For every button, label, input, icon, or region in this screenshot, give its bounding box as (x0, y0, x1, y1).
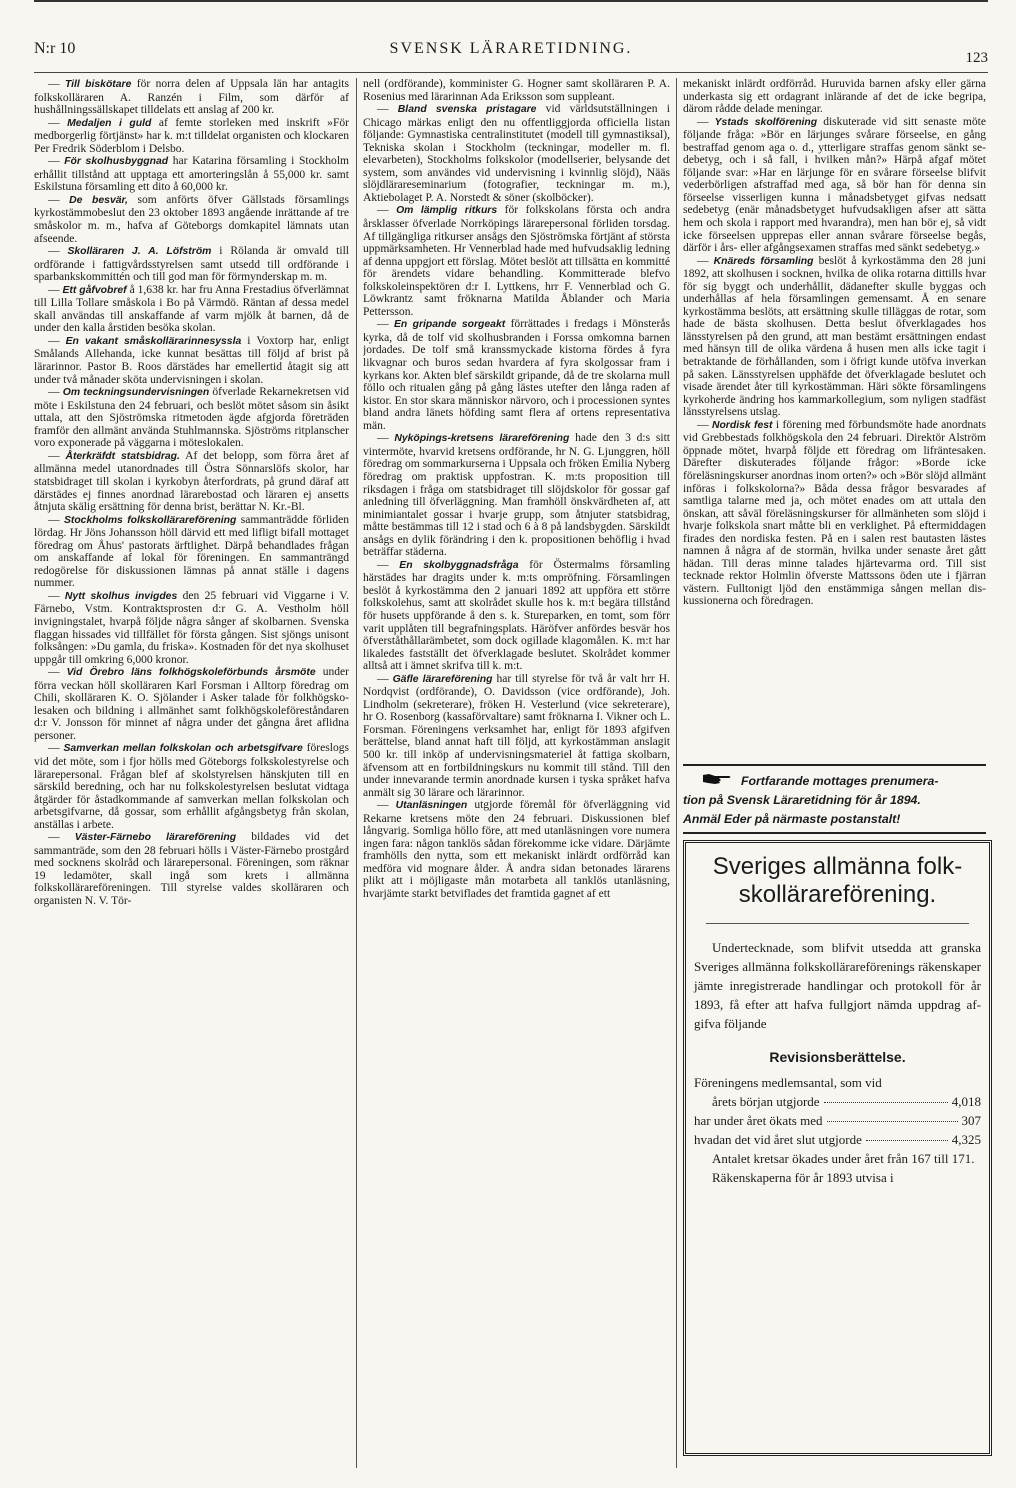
news-item-body: förrättades i fredags i Mönsterås kyrka, då de tolf vid skolhusbranden i Forssa omkomna barnen jordades. De tolf små kranssmyckade kistorna fördes å fyra likvagnar och buros sedan hvardera af fyra skolgossar fram i kyrkans kor. Akten blef särskildt gripande, då de tre skolarna mull föllo och ritualen gång på gång lästes utefter den långa raden af kistor. En stor skara människor närvoro, och i processionen syntes bland andra länets höfding samt flera af ortens representativa män. (363, 318, 670, 432)
news-item: — Om teckningsundervisningen öfverlade Rekarnekretsen vid möte i Eskilstuna den 24 februari, och beslöt mötet såsom sin åsikt uttala, att den Sjöströmska ritmetoden ägde afgjorda företräden framför den allmänt använda Stuhlmannska. Sjöströms ritplanscher voro exponerade på väggarna i möteslokalen. (34, 386, 349, 450)
leader-dots (866, 1140, 948, 1141)
news-item: — Knäreds församling beslöt å kyrkostämma den 28 juni 1892, att skolhusen i socknen, hvilka de olika rotarna dittills hvar för sig byggt och underhållit, dädanefter skulle byggas och underhållas af hela församlingen gemensamt. Å en senare kyrkostämma beslöts, att ersättning skulle tilläggas de rotar, som hade de bästa skolhusen. Detta beslut öfverklagades hos länsstyrelsen på den grund, att man bestämt ersättningen endast med hänsyn till de olika värdena å husen men alls icke tagit i betraktande de förhållanden, som i öfrigt kunde utöfva inverkan på saken. Länsstyrelsen upphäfde det öfverklagade beslutet och visade ärendet åter till kyrkostämman. Häri sökte församlingens kyrkoherde ändring hos kammarkollegium, som nyligen stadfäst länsstyrelsens utslag. (683, 254, 986, 419)
box-title-line-2: skollärareförening. (738, 881, 937, 908)
news-item-headline: Ystads skolförening (714, 116, 818, 128)
membership-stats (694, 1073, 981, 1187)
news-item-headline: Skolläraren J. A. Löfström (67, 246, 212, 258)
stats-row (694, 1073, 981, 1092)
news-item-headline: Till biskötare (64, 79, 132, 90)
news-item: — Skolläraren J. A. Löfström i Rölanda är omvald till ordförande i fattigvårdsstyrelsen samt utsedd till ordförande i sparbankskommittén och till god man för förmynderskap m. m. (34, 245, 349, 284)
news-item-headline: Utanläsningen (395, 800, 468, 812)
news-item-body: bildades vid det sammanträde, som den 28 februari hölls i Väster-Färnebo prostgård med socknens skolråd och lärarepersonal. Föreningen, som räknar 19 ledamöter, skall ingå som krets i allmänna folkskollärareföreningen. Till styrelse valdes skolläraren och organisten N. V. Tör- (34, 831, 349, 907)
news-item-headline: Om lämplig ritkurs (396, 205, 498, 217)
revision-heading: Revisionsberättelse. (769, 1049, 906, 1065)
news-item: — Gäfle lärareförening har till styrelse för två år valt hrr H. Nordqvist (ordförande), O. Davidsson (vice ordförande), Joh. Lindholm (sekreterare), fröken H. Vesterlund (vice sekreterare), hr O. Rosenborg (kassaförvaltare) samt fröknarna I. Vikner och L. Forsman. Föreningens verksamhet har, enligt för 1893 afgifven berättelse, bland annat haft till följd, att kyrkostämman anslagit 500 kr. till inköp af undervisningsmateriel åt fattiga skolbarn, äfvensom att en fortbildningskurs nu kommit till stånd. Till den under innevarande termin anordnade kursen i tyska språket hafva anmält sig 30 lärare och lärarinnor. (363, 672, 670, 799)
news-item (363, 78, 670, 103)
stats-value: 307 (961, 1113, 981, 1128)
news-item: — Väster-Färnebo lärareförening bildades vid det sammanträde, som den 28 februari hölls i Väster-Färnebo prostgård med socknens skolråd och lärarepersonal. Föreningen, som räknar 19 ledamöter, skall ingå som krets i allmänna folkskollärareföreningen. Till styrelse valdes skolläraren och organisten N. V. Tör- (34, 831, 349, 907)
news-item-headline: Väster-Färnebo lärareförening (74, 832, 237, 844)
news-item: — Stockholms folkskollärareförening sammanträdde förliden lördag. Hr Jöns Johansson höll därvid ett med lifligt bifall mottaget föredrag om Åhus' pastorats ärftlighet. Därpå behandlades frågan om anskaffande af lokal för föreningen. En sammanträngd redogörelse för diskussionen lämnas på annat ställe i dagens nummer. (34, 513, 349, 590)
stats-value: 4,325 (951, 1132, 981, 1147)
news-item: — En skolbyggnadsfråga för Östermalms församling härstädes har dragits under k. m:ts ompröfning. Församlingen beslöt å kyrkostämma den 2 januari 1892 att uppföra ett större folkskolehus, samt att skolrådet skulle hos k. m:t begära tillstånd för husets uppförande å den s. k. Stureparken, en tomt, som förr varit upplåten till begrafningsplats. Häröfver anfördes besvär hos öfverståthållarämbetet, som dock ogillade klagomålen. K. m:t har likaledes fastställt det öfverklagade beslutet. Skolrådet kommer alltså att i ämnet skrifva till k. m:t. (363, 558, 670, 673)
news-item-body: som anförts öfver Gällstads församlings kyrkostämmobeslut den 23 oktober 1893 angående inrättande af tre småskolor m. m., hafva af Göteborgs domkapitel lämnats utan afseende. (34, 193, 349, 245)
pointing-hand-icon (703, 772, 733, 791)
news-item: — Återkräfdt statsbidrag. Af det belopp, som förra året af allmänna medel utanordnades till Östra Sönnarslöfs skolor, har statsbidraget till skolan i kyrkobyn återfordrats, på grund däraf att därstädes ej finnes anordnad lärarebostad och läraren ej ansetts åtnjuta skälig ersättning för denna brist, berättar N. Kr.-Bl. (34, 449, 349, 514)
news-item: — En vakant småskollärarinnesyssla i Voxtorp har, enligt Smålands Allehanda, icke kunnat besättas till följd af brist på lärarinnor. Pastor B. Roos därstädes har emellertid åtagit sig att under två månader sköta undervisningen i skolan. (34, 334, 349, 386)
news-item: — Medaljen i guld af femte storleken med inskrift »För medborgerlig förtjänst» har k. m:t tilldelat organisten och klockaren Per Fredrik Söderblom i Delsbo. (34, 116, 349, 155)
news-item: — Utanläsningen utgjorde föremål för öfverläggning vid Rekarne kretsens möte den 24 februari. Diskussionen blef långvarig. Somliga höllo före, att med utanläsningen vore numera ingen fara: någon tanklös sådan förekomme icke vidare. Därjämte framhölls den nytta, som ett mekaniskt inlärdt ordförråd kan medföra vid mognare ålder. Å andra sidan betonades lärarens plikt att i möjligaste mån motarbeta all tanklös utanläsning, hvarjämte starkt betviflades det framtida gagnet af ett (363, 799, 670, 900)
news-item-body: hade den 3 d:s sitt vintermöte, hvarvid kretsens ordförande, hr N. G. Ljunggren, höll föredrag om sommarkurserna i Uppsala och fröken Emilia Nyberg föredrag om praktisk uppfostran. K. m:ts proposition till riksdagen i fråga om statsbidraget till slöjdskolor för gossar gaf anledning till öfverläggning. Man framhöll önskvärdheten af, att minimiantalet gossar i hvarje grupp, som åtnjuter statsbidrag, måtte bestämmas till 12 i stad och 6 à 8 på landsbygden. Särskildt ansågs en dylik förändring i den k. propositionen behöflig i hvad beträffar städerna. (363, 432, 670, 559)
news-item: — Samverkan mellan folkskolan och arbetsgifvare föreslogs vid det möte, som i fjor hölls med Göteborgs folkskolestyrelse och lärarepersonal. Frågan blef af skolstyrelsen hänskjuten till en särskild beredning, och har nu folkskolestyrelsen beslutat vidtaga åtgärder för åstadkommande af samverkan mellan folkskolan och arbetsgifvarne, då gossar, som erhållit afgångsbetyg från skolan, anställas i arbete. (34, 742, 349, 831)
stats-label: har under året ökats med (694, 1113, 823, 1128)
stats-label: Föreningens medlemsantal, som vid (694, 1075, 882, 1090)
page-header (34, 40, 988, 70)
news-item-body: för norra delen af Uppsala län har antagits folkskolläraren A. Ranzén i Film, som därför af hushållningssällskapet tilldelats ett anslag af 200 kr. (34, 78, 349, 117)
news-item-body: under förra veckan höll skolläraren Karl Forsman i Alltorp föredrag om Chili, skolläraren K. O. Sjölander i Asker talade för folkhögskolesaken och bildning i allmänhet samt folkhögskoleföreståndaren d:r V. Jonsson för minnet af några under det gångna året aflidna personer. (34, 666, 349, 742)
header-rule (34, 72, 988, 73)
news-item: — En gripande sorgeakt förrättades i fredags i Mönsterås kyrka, då de tolf vid skolhusbranden i Forssa omkomna barnen jordades. De tolf små kranssmyckade kistorna fördes å fyra likvagnar och buros sedan hvardera af fyra skolgossar fram i kyrkans kor. Akten blef särskildt gripande, då de tre skolarna mull föllo och ritualen gång på gång lästes utefter den långa raden af kistor. En stor skara människor närvoro, och i processionen syntes bland andra länets höfding samt flera af ortens representativa män. (363, 318, 670, 432)
news-item-headline: Återkräfdt statsbidrag. (65, 450, 180, 462)
news-item-body: af femte storleken med inskrift »För medborgerlig förtjänst» har k. m:t tilldelat organisten och klockaren Per Fredrik Söderblom i Delsbo. (34, 116, 349, 155)
news-item-body: i förening med förbundsmöte hade anordnats vid Grebbestads folkhögskola den 24 februari. Direktör Alström öppnade mötet, hvarpå följde ett föredrag om lifräntesaken. Därefter diskuterades följande frågor: »Borde icke föreläsningskurser anordnas inom orten?» och »Bör slöjd allmänt införas i folkskolorna?» Båda dessa frågor besvarades af samtliga talarne med ja, och mötet enades om att uttala den önskan, att såväl föreläsningskurser för allmänheten som slöjd i hvarje folkskola snart måtte bli en verklighet. På eftermiddagen firades den nordiska festen. På en i salen rest bautasten lästes namnen å några af de stormän, hvilka under senaste året gått hädan. Till deras minne talades hjärtevarma ord. Till sist tecknade rektor Holmlin öfverste Mattssons öden ute i fjärran västern. Fulltonigt ljöd den enstämmiga sången mellan diskussionerna och föredragen. (683, 418, 986, 608)
notice-rule-bottom (683, 832, 986, 834)
top-border-rule (34, 0, 988, 2)
stats-value: 4,018 (951, 1094, 981, 1109)
kretsar-paragraph: Antalet kretsar ökades under året från 167 till 171. (712, 1151, 975, 1166)
news-item-body: den 25 februari vid Viggarne i V. Färnebo, Vstm. Kontraktsprosten d:r G. A. Vestholm höll invigningstalet, hvarpå följde några sånger af skolbarnen. Svenska flaggan hissades vid tillfället för första gången. Sist sjöngs unisont folksången: »Du gamla, du friska». Kostnaden för det nya skolhuset uppgår till omkring 6,000 kronor. (34, 589, 349, 666)
news-item: — Nyköpings-kretsens lärareförening hade den 3 d:s sitt vintermöte, hvarvid kretsens ordförande, hr N. G. Ljunggren, höll föredrag om sommarkurserna i Uppsala och fröken Emilia Nyberg föredrag om praktisk uppfostran. K. m:ts proposition till riksdagen i fråga om statsbidraget till slöjdskolor för gossar gaf anledning till öfverläggning. Man framhöll önskvärdheten af, att minimiantalet gossar i hvarje grupp, som åtnjuter statsbidrag, måtte bestämmas till 12 i stad och 6 à 8 på landsbygden. Särskildt ansågs en dylik förändring i den k. propositionen behöflig i hvad beträffar städerna. (363, 432, 670, 559)
news-item: — Ystads skolförening diskuterade vid sitt senaste möte följande fråga: »Bör en lärjunges svårare förseelse, en gång bestraffad genom aga o. d., ytterligare straffas genom sänkt sedebetyg, och i så fall, i hvilken mån?» Härpå afgaf mötet följande svar: »Har en lärjunge för en svårare förseelse blifvit vederbörligen afstraffad med aga, så bör han för denna sin förseelse visserligen kunna i månadsbetyget gifvas nedsatt sedebetyg (enär månadsbetyget hufvudsakligen afser att sätta hem och skola i rapport med hvarandra), men han bör ej, så vidt icke förseelsen upprepas eller annan svårare förseelse begås, därför i års- eller afgångsexamen straffas med sänkt sedebetyg.» (683, 115, 986, 255)
news-item-headline: Nytt skolhus invigdes (64, 590, 178, 602)
newspaper-title: SVENSK LÄRARETIDNING. (389, 40, 633, 57)
news-item-headline: Om teckningsundervisningen (62, 387, 210, 399)
stats-row (694, 1111, 981, 1130)
news-item (683, 78, 986, 116)
notice-rule-top (683, 764, 986, 766)
news-item-headline: Nordisk fest (711, 419, 773, 431)
news-item: — Till biskötare för norra delen af Uppsala län har antagits folkskolläraren A. Ranzén i Film, som därför af hushållningssällskapet tilldelats ett anslag af 200 kr. (34, 78, 349, 117)
stats-row (694, 1092, 981, 1111)
stats-label: årets början utgjorde (712, 1094, 820, 1109)
notice-line-2: tion på Svensk Läraretidning för år 1894. (683, 793, 921, 808)
news-item-headline: Samverkan mellan folkskolan och arbetsgifvare (63, 743, 303, 755)
column-divider (356, 78, 357, 1468)
news-item-body: i Voxtorp har, enligt Smålands Allehanda, icke kunnat besättas till följd af brist på lärarinnor. Pastor B. Roos därstädes har emellertid åtagit sig att under två månader sköta undervisningen i skolan. (34, 334, 349, 386)
news-item-body: beslöt å kyrkostämma den 28 juni 1892, att skolhusen i socknen, hvilka de olika rotarna dittills hvar för sig byggt och underhållit, dädanefter skulle byggas och underhållas af hela församlingen gemensamt. Å en senare kyrkostämma beslöts, att ersättning skulle tilläggas de rotar, som hade de bästa skolhusen. Detta beslut öfverklagades hos länsstyrelsen på den grund, att man bestämt ersättningen endast med hänsyn till de olika värdena å husen men alls icke tagit i betraktande de förhållanden, som i öfrigt kunde utöfva inverkan på saken. Länsstyrelsen upphäfde det öfverklagade beslutet och visade ärendet åter till kyrkostämman. Häri sökte församlingens kyrkoherde ändring hos kammarkollegium, som nyligen stadfäst länsstyrelsens utslag. (683, 254, 986, 419)
news-item-headline: En vakant småskollärarinnesyssla (65, 335, 242, 347)
news-item-body: för Östermalms församling härstädes har dragits under k. m:ts ompröfning. Församlingen beslöt å kyrkostämma den 2 januari 1892 att uppföra ett större folkskolehus, samt att skolrådet skulle hos k. m:t begära tillstånd för husets uppförande å den s. k. Stureparken, en tomt, som förr varit upplåten till begrafningsplats. Häröfver anfördes besvär hos öfverståthållarämbetet, som dock ogillade klagomålen. K. m:t har likaledes fastställt det öfverklagade beslutet. Skolrådet kommer alltså att i ämnet skrifva till k. m:t. (363, 558, 670, 673)
box-intro: Undertecknade, som blifvit utsedda att granska Sveriges allmänna folkskollärareförenings räkenskaper jämte inregistrerade handlingar och protokoll för år 1893, få efter att hafva fullgjort nämda uppdrag afgifva följande (694, 940, 981, 1031)
stats-row (694, 1130, 981, 1149)
news-item-headline: De besvär, (69, 194, 128, 206)
news-item-body: öfverlade Rekarnekretsen vid möte i Eskilstuna den 24 februari, och beslöt mötet såsom sin åsikt uttala, att den Sjöströmska ritmetoden ägde afgjorda företräden framför den allmänt använda Stuhlmannska. Sjöströms ritplanscher voro exponerade på väggarna i möteslokalen. (34, 386, 349, 450)
news-item-body: har Katarina församling i Stockholm erhållit tillstånd att upptaga ett amorteringslån å 55,000 kr. samt Eskilstuna församling ett dito å 60,000 kr. (34, 155, 349, 194)
box-title (690, 853, 985, 909)
news-item-headline: En skolbyggnadsfråga (399, 559, 519, 571)
stats-label: hvadan det vid året slut utgjorde (694, 1132, 862, 1147)
news-item: — Vid Örebro läns folkhögskoleförbunds årsmöte under förra veckan höll skolläraren Karl Forsman i Alltorp föredrag om Chili, skolläraren K. O. Sjölander i Asker talade för folkhögskolesaken och bildning i allmänhet samt folkhögskoleföreståndaren d:r V. Jonsson för minnet af några under det gångna året aflidna personer. (34, 666, 349, 742)
accounts-paragraph: Räkenskaperna för år 1893 utvisa i (712, 1170, 894, 1185)
news-item-body: mekaniskt inlärdt ordförråd. Huruvida barnen afsky eller gärna underkasta sig ett ordagrant inlärande af det de icke begripa, därom rådde delade meningar. (683, 78, 986, 116)
news-item-headline: Ett gåfvobref (62, 284, 127, 296)
news-item-body: Af det belopp, som förra året af allmänna medel utanordnades till Östra Sönnarslöfs skolor, har statsbidraget till skolan i kyrkobyn återfordrats, på grund däraf att därstädes ej finnes anordnad lärarebostad och läraren ej ansetts åtnjuta skälig ersättning för denna brist, berättar N. Kr.-Bl. (34, 449, 349, 514)
news-item: — Nytt skolhus invigdes den 25 februari vid Viggarne i V. Färnebo, Vstm. Kontraktsprosten d:r G. A. Vestholm höll invigningstalet, hvarpå följde några sånger af skolbarnen. Svenska flaggan hissades vid tillfället för första gången. Sist sjöngs unisont folksången: »Du gamla, du friska». Kostnaden för det nya skolhuset uppgår till omkring 6,000 kronor. (34, 589, 349, 666)
news-item-headline: Vid Örebro läns folkhögskoleförbunds årsmöte (66, 667, 316, 679)
news-item: — De besvär, som anförts öfver Gällstads församlings kyrkostämmobeslut den 23 oktober 1893 angående inrättande af tre småskolor m. m., hafva af Göteborgs domkapitel lämnats utan afseende. (34, 193, 349, 245)
news-item: — Ett gåfvobref å 1,638 kr. har fru Anna Frestadius öfverlämnat till Lilla Tollare småskola i Bo på Värmdö. Räntan af dessa medel skall användas till anskaffande af varm mjölk åt barnen, då de under den kalla årstiden besöka skolan. (34, 283, 349, 335)
subscription-notice (683, 772, 986, 829)
column-divider (676, 78, 677, 1468)
notice-line-3: Anmäl Eder på närmaste postanstalt! (683, 812, 901, 827)
leader-dots (827, 1121, 958, 1122)
news-item-headline: För skolhusbyggnad (64, 156, 169, 168)
news-item-headline: Nyköpings-kretsens lärareförening (394, 433, 570, 445)
news-item-body: i Rölanda är omvald till ordförande i fattigvårdsstyrelsen samt utsedd till ordförande i sparbankskommittén och till god man för förmynderskap m. m. (34, 245, 349, 284)
news-item: — För skolhusbyggnad har Katarina församling i Stockholm erhållit tillstånd att upptaga ett amorteringslån å 55,000 kr. samt Eskilstuna församling ett dito å 60,000 kr. (34, 155, 349, 194)
leader-dots (824, 1102, 948, 1103)
news-item: — Nordisk fest i förening med förbundsmöte hade anordnats vid Grebbestads folkhögskola den 24 februari. Direktör Alström öppnade mötet, hvarpå följde ett föredrag om lifräntesaken. Därefter diskuterades följande frågor: »Borde icke föreläsningskurser anordnas inom orten?» och »Bör slöjd allmänt införas i folkskolorna?» Båda dessa frågor besvarades af samtliga talarne med ja, och mötet enades om att uttala den önskan, att såväl föreläsningskurser för allmänheten som slöjd i hvarje folkskola snart måtte bli en verklighet. På eftermiddagen firades den nordiska festen. På en i salen rest bautasten lästes namnen å några af de stormän, hvilka under senaste året gått hädan. Till deras minne talades hjärtevarma ord. Till sist tecknade rektor Holmlin öfverste Mattssons öden ute i fjärran västern. Fulltonigt ljöd den enstämmiga sången mellan diskussionerna och föredragen. (683, 418, 986, 608)
news-item-headline: Gäfle lärareförening (392, 673, 493, 685)
news-item-body: har till styrelse för två år valt hrr H. Nordqvist (ordförande), O. Davidsson (vice ordförande), Joh. Lindholm (sekreterare), fröken H. Vesterlund (vice sekreterare), hr O. Rosenborg (kassaförvaltare) samt fröknarna I. Vikner och L. Forsman. Föreningens verksamhet har, enligt för 1893 afgifven berättelse, bland annat haft till följd, att kyrkostämman anslagit 500 kr. till inköp af undervisningsmateriel åt fattiga skolbarn, äfvensom att en fortbildningskurs nu kommit till stånd. Till den under innevarande termin anordnade kursen i tyska språket hafva anmält sig 30 lärare och lärarinnor. (363, 672, 670, 799)
box-title-rule (706, 923, 969, 924)
news-item-body: föreslogs vid det möte, som i fjor hölls med Göteborgs folkskolestyrelse och lärarepersonal. Frågan blef af skolstyrelsen hänskjuten till en särskild beredning, och har nu folkskolestyrelsen beslutat vidtaga åtgärder för åstadkommande af samverkan mellan folkskolan och arbetsgifvarne, då gossar, som erhållit afgångsbetyg från skolan, anställas i arbete. (34, 742, 349, 831)
news-item: — Om lämplig ritkurs för folkskolans första och andra årsklasser öfverlade Norrköpings lärarepersonal förliden torsdag. Af tillgängliga ritkurser ansågs den Sjöströmska förtjänt af största uppmärksamheten. Hr Vennerblad hade med hufvudsaklig ledning af denna uppgjort ett förslag. Mötet beslöt att tillsätta en kommitté för ärendets vidare behandling. Kommitterade blefvo folkskoleinspektören d:r I. Lyttkens, hrr F. Vennerblad och G. Löwkrantz samt fröknarna Matilda Åblander och Maria Pettersson. (363, 204, 670, 318)
association-notice-box (683, 840, 992, 1456)
page-number: 123 (965, 50, 988, 66)
column-middle (363, 78, 670, 1468)
news-item-headline: Bland svenska pristagare (397, 104, 537, 116)
news-item-body: å 1,638 kr. har fru Anna Frestadius öfverlämnat till Lilla Tollare småskola i Bo på Värmdö. Räntan af dessa medel skall användas till anskaffande af varm mjölk åt barnen, då de under den kalla årstiden besöka skolan. (34, 283, 349, 335)
news-item-headline: Knäreds församling (713, 255, 814, 267)
news-item-body: för folkskolans första och andra årsklasser öfverlade Norrköpings lärarepersonal förliden torsdag. Af tillgängliga ritkurser ansågs den Sjöströmska förtjänt af största uppmärksamheten. Hr Vennerblad hade med hufvudsaklig ledning af denna uppgjort ett förslag. Mötet beslöt att tillsätta en kommitté för ärendets vidare behandling. Kommitterade blefvo folkskoleinspektören d:r I. Lyttkens, hrr F. Vennerblad och G. Löwkrantz samt fröknarna Matilda Åblander och Maria Pettersson. (363, 204, 670, 318)
news-item-headline: Stockholms folkskollärareförening (63, 514, 237, 526)
issue-number: N:r 10 (34, 40, 76, 57)
news-item-body: diskuterade vid sitt senaste möte följande fråga: »Bör en lärjunges svårare förseelse, en gång bestraffad genom aga o. d., ytterligare straffas genom sänkt sedebetyg, och i så fall, i hvilken mån?» Härpå afgaf mötet följande svar: »Har en lärjunge för en svårare förseelse blifvit vederbörligen afstraffad med aga, så bör han för denna sin förseelse visserligen kunna i månadsbetyget gifvas nedsatt sedebetyg (enär månadsbetyget hufvudsakligen afser att sätta hem och skola i rapport med hvarandra), men han bör ej, så vidt icke förseelsen upprepas eller annan svårare förseelse begås, därför i års- eller afgångsexamen straffas med sänkt sedebetyg.» (683, 115, 986, 255)
box-title-line-1: Sveriges allmänna folk- (712, 853, 963, 880)
notice-line-1: Fortfarande mottages prenumera- (741, 774, 939, 788)
news-item-body: utgjorde föremål för öfverläggning vid Rekarne kretsens möte den 24 februari. Diskussionen blef långvarig. Somliga höllo före, att med utanläsningen vore numera ingen fara: någon tanklös sådan förekomme icke vidare. Därjämte framhölls den nytta, som ett mekaniskt inlärdt ordförråd kan medföra vid mognare ålder. Å andra sidan betonades lärarens plikt att i möjligaste mån motarbeta all tanklös utanläsning, hvarjämte starkt betviflades det framtida gagnet af ett (363, 799, 670, 900)
news-item: — Bland svenska pristagare vid världsutställningen i Chicago märkas enligt den nu offentliggjorda officiella listan följande: Gymnastiska centralinstitutet (modell till gymnastiksal), Tekniska skolan i Stockholm (teckningar, modeller m. fl. elevarbeten), Stockholms folkskolor (modellserier, belysande det system, som användes vid undervisning i kvinnlig slöjd), Nääs slöjdlärareseminarium (fotografier, teckningar m. m.), Aktiebolaget P. A. Norstedt & söner (skolböcker). (363, 103, 670, 204)
column-left (34, 78, 349, 1468)
news-item-body: vid världsutställningen i Chicago märkas enligt den nu offentliggjorda officiella listan följande: Gymnastiska centralinstitutet (modell till gymnastiksal), Tekniska skolan i Stockholm (teckningar, modeller m. fl. elevarbeten), Stockholms folkskolor (modellserier, belysande det system, som användes vid undervisning i kvinnlig slöjd), Nääs slöjdlärareseminarium (fotografier, teckningar m. m.), Aktiebolaget P. A. Norstedt & söner (skolböcker). (363, 103, 670, 204)
news-item-headline: En gripande sorgeakt (393, 319, 506, 331)
news-item-headline: Medaljen i guld (67, 117, 152, 129)
news-item-body: sammanträdde förliden lördag. Hr Jöns Johansson höll därvid ett med lifligt bifall mottaget föredrag om Åhus' pastorats ärftlighet. Därpå behandlades frågan om anskaffande af lokal för föreningen. En sammanträngd redogörelse för diskussionen lämnas på annat ställe i dagens nummer. (34, 513, 349, 590)
news-item-body: nell (ordförande), komminister G. Hogner samt skolläraren P. A. Rosenius med lärarinnan Ada Eriksson som suppleant. (363, 78, 670, 103)
column-right (683, 78, 986, 838)
